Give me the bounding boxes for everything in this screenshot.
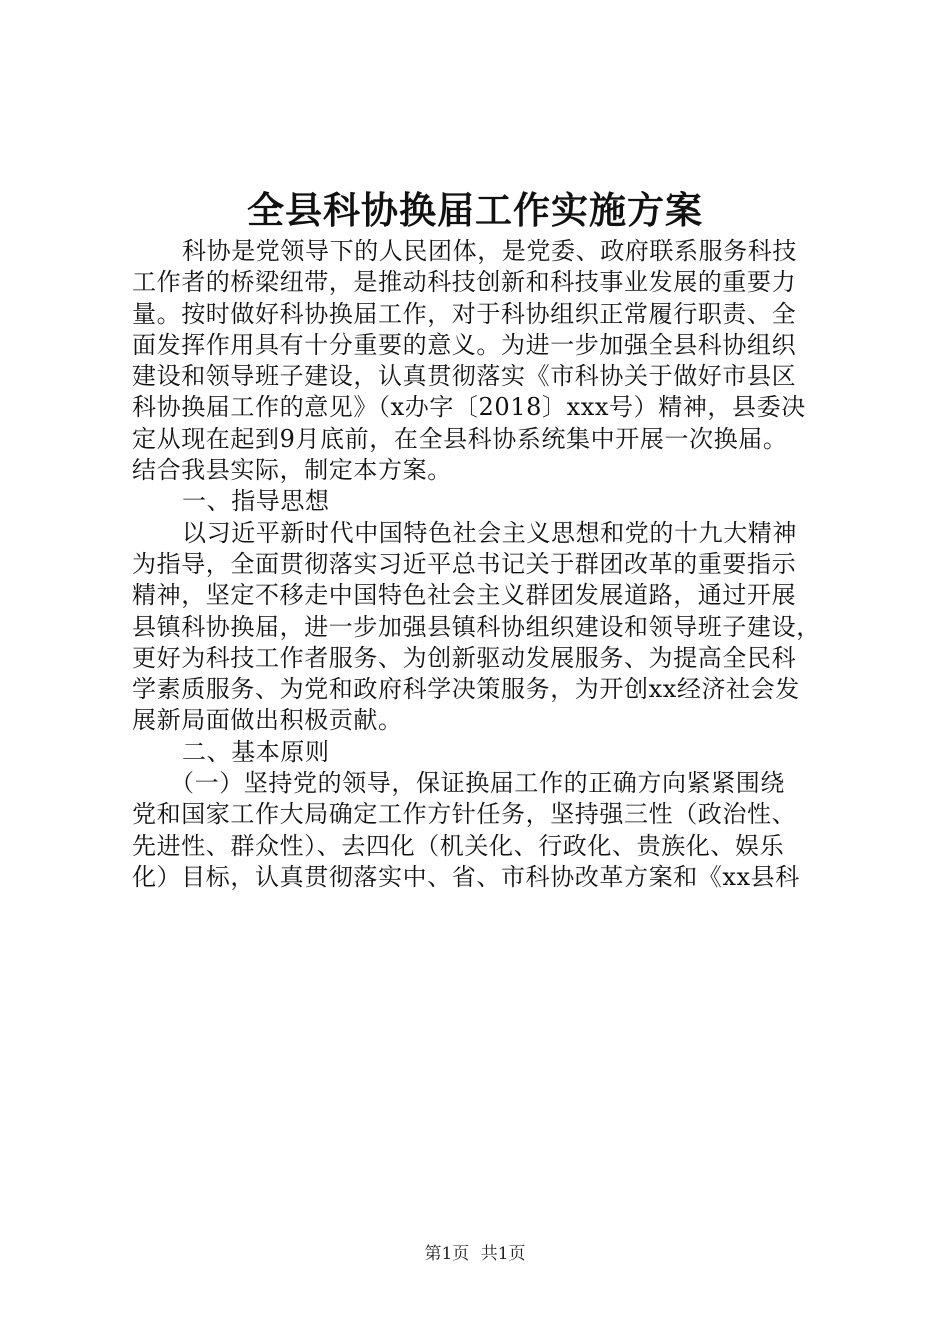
document-body [132,236,832,893]
paragraph-line: 科协是党领导下的人民团体，是党委、政府联系服务科技 [182,237,797,265]
page-count: 共1页 [480,1244,526,1264]
paragraph-line: 建设和领导班子建设，认真贯彻落实《市科协关于做好市县区 [132,362,797,391]
paragraph-line: 结合我县实际，制定本方案。 [132,456,452,485]
paragraph-line: （一）坚持党的领导，保证换届工作的正确方向紧紧围绕 [170,769,785,798]
paragraph-line: 学素质服务、为党和政府科学决策服务，为开创xx经济社会发 [132,675,800,704]
section-heading: 一、指导思想 [182,487,330,516]
paragraph-line: 精神，坚定不移走中国特色社会主义群团发展道路，通过开展 [132,581,797,610]
paragraph-line: 科协换届工作的意见》（x办字〔2018〕xxx号）精神，县委决 [132,393,806,422]
document-title: 全县科协换届工作实施方案 [247,188,703,232]
paragraph-line: 工作者的桥梁纽带，是推动科技创新和科技事业发展的重要力 [132,268,797,297]
paragraph-line: 县镇科协换届，进一步加强县镇科协组织建设和领导班子建设， [132,612,821,641]
paragraph-line: 更好为科技工作者服务、为创新驱动发展服务、为提高全民科 [132,643,797,672]
paragraph-line: 化）目标，认真贯彻落实中、省、市科协改革方案和《xx县科 [132,862,800,891]
paragraph-line: 党和国家工作大局确定工作方针任务，坚持强三性（政治性、 [132,800,797,829]
paragraph-line: 量。按时做好科协换届工作，对于科协组织正常履行职责、全 [132,299,797,328]
paragraph-line: 面发挥作用具有十分重要的意义。为进一步加强全县科协组织 [132,330,797,359]
paragraph-line: 为指导，全面贯彻落实习近平总书记关于群团改革的重要指示 [132,549,797,578]
paragraph-line: 先进性、群众性）、去四化（机关化、行政化、贵族化、娱乐 [132,831,785,860]
paragraph-line: 展新局面做出积极贡献。 [132,706,403,735]
section-heading: 二、基本原则 [182,737,330,766]
paragraph-line: 定从现在起到9月底前，在全县科协系统集中开展一次换届。 [132,424,788,453]
paragraph-line: 以习近平新时代中国特色社会主义思想和党的十九大精神 [182,518,797,547]
page-number: 第1页 [424,1244,470,1264]
page-footer [0,1242,950,1266]
